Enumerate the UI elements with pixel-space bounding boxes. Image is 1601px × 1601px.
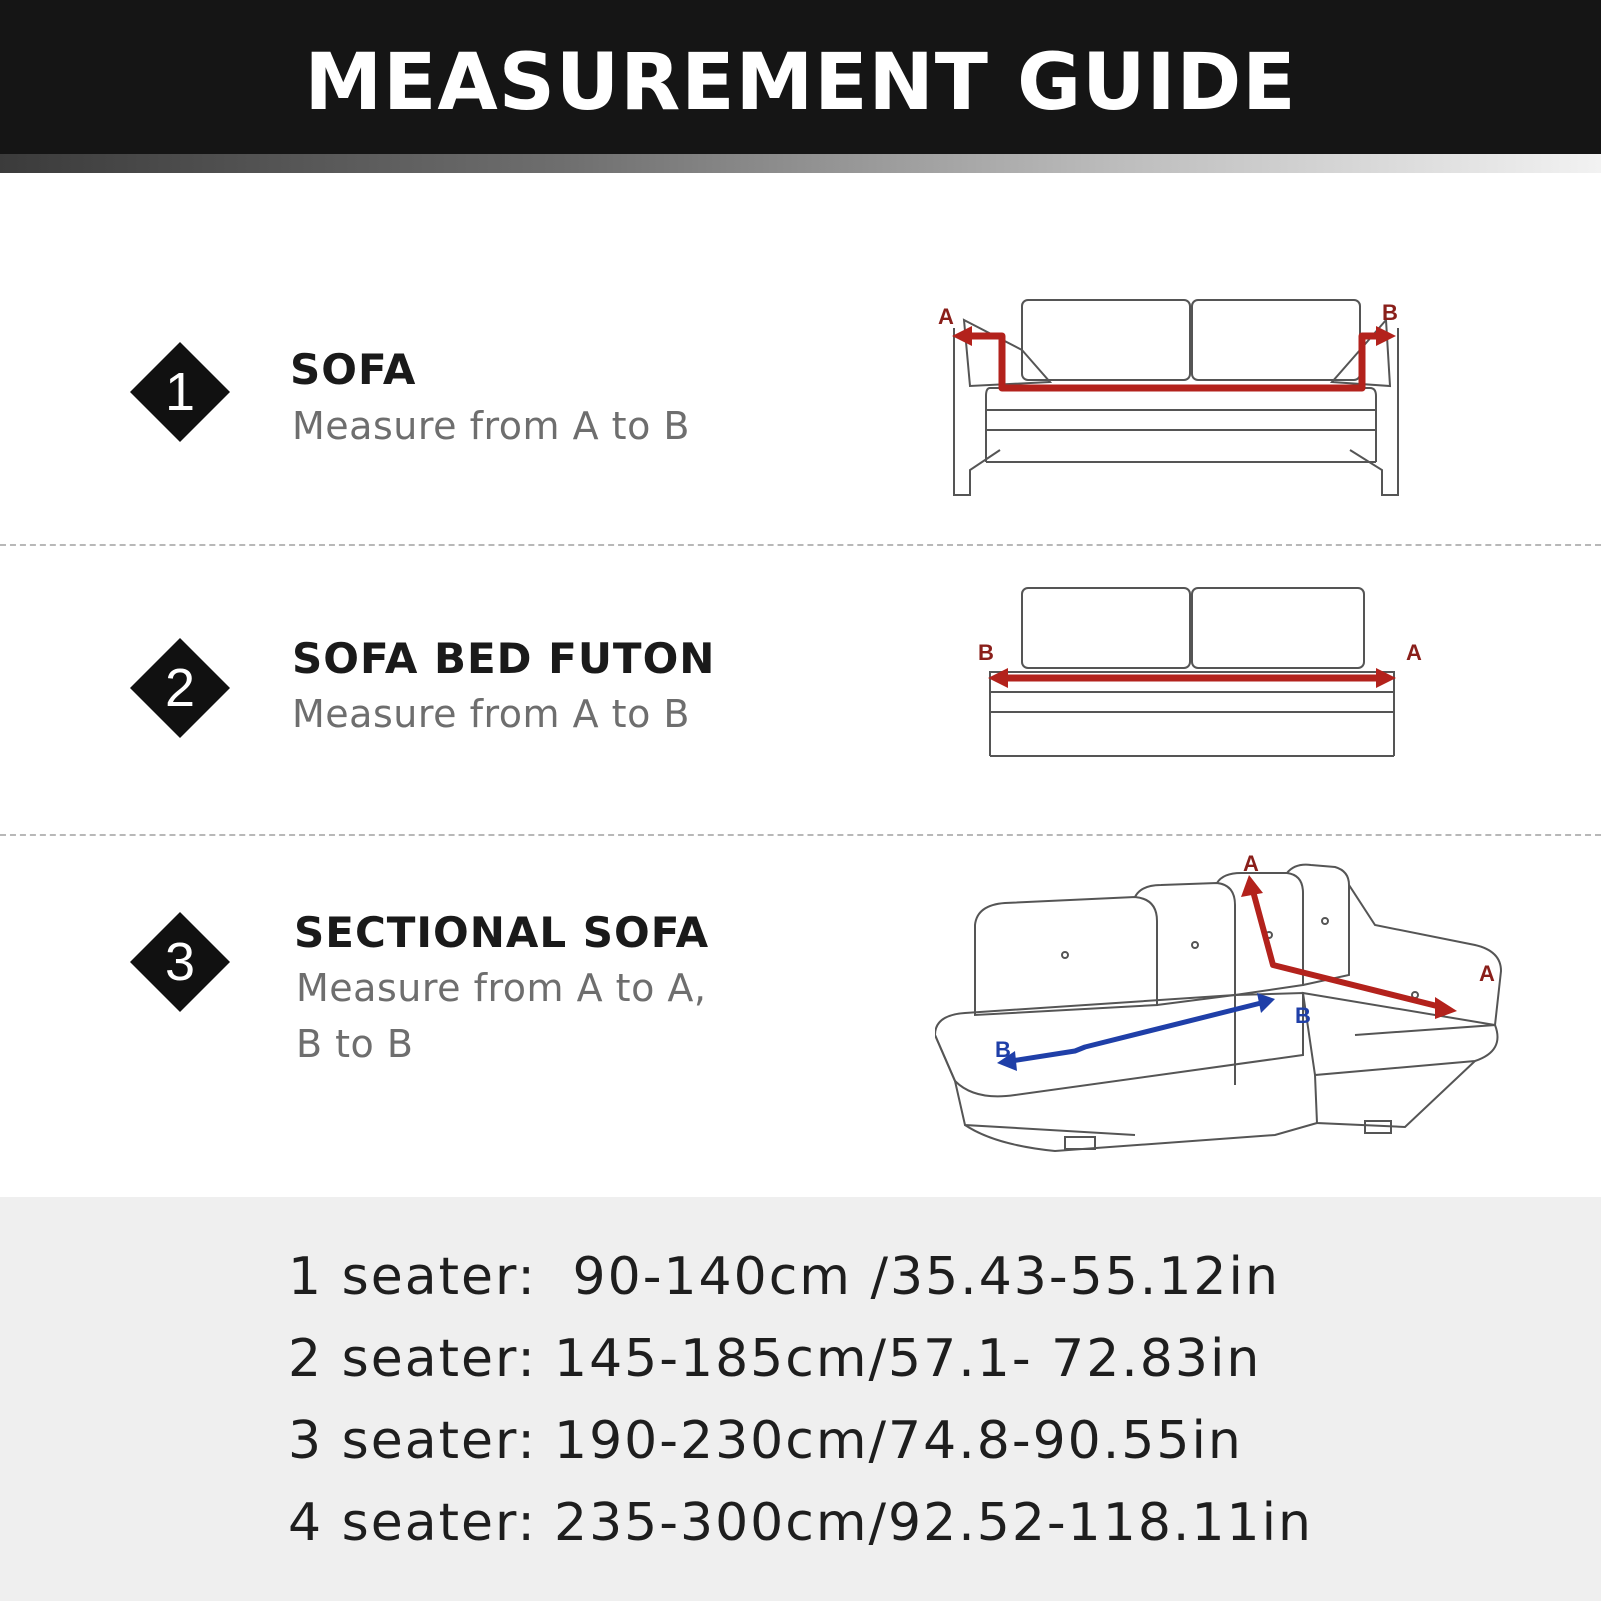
label-a: A: [1406, 640, 1422, 665]
section-divider: [0, 834, 1601, 836]
size-label: 1 seater:: [288, 1247, 537, 1307]
step-number: 3: [164, 932, 196, 992]
size-row-2-seater: [288, 1324, 1261, 1394]
page-title: MEASUREMENT GUIDE: [304, 38, 1297, 128]
header-banner: [0, 0, 1601, 154]
step-2-badge: [130, 638, 230, 738]
step-number: 1: [164, 362, 196, 422]
step-number: 2: [164, 658, 196, 718]
sofa-bed-illustration: [960, 580, 1430, 770]
section-description: Measure from A to B: [292, 404, 690, 448]
label-b: B: [1295, 1003, 1311, 1028]
sofa-illustration: [930, 290, 1430, 510]
label-a: A: [1479, 961, 1495, 986]
size-label: 2 seater:: [288, 1329, 537, 1389]
label-a: A: [1243, 855, 1259, 876]
section-description: B to B: [296, 1022, 414, 1066]
size-value: 235-300cm/92.52-118.11in: [554, 1493, 1314, 1553]
size-value: 190-230cm/74.8-90.55in: [554, 1411, 1243, 1471]
size-row-3-seater: [288, 1406, 1243, 1476]
size-label: 4 seater:: [288, 1493, 537, 1553]
section-divider: [0, 544, 1601, 546]
section-title-sectional-sofa: SECTIONAL SOFA: [294, 908, 710, 957]
size-value: 90-140cm /35.43-55.12in: [554, 1247, 1280, 1307]
step-1-badge: [130, 342, 230, 442]
section-title-sofa: SOFA: [290, 345, 417, 394]
label-a: A: [938, 304, 954, 329]
step-3-badge: [130, 912, 230, 1012]
section-description: Measure from A to B: [292, 692, 690, 736]
label-b: B: [1382, 300, 1398, 325]
sectional-sofa-illustration: [935, 855, 1535, 1165]
section-description: Measure from A to A,: [296, 966, 707, 1010]
size-row-1-seater: [288, 1242, 1280, 1312]
header-gradient-stripe: [0, 154, 1601, 173]
size-label: 3 seater:: [288, 1411, 537, 1471]
size-row-4-seater: [288, 1488, 1313, 1558]
size-value: 145-185cm/57.1- 72.83in: [554, 1329, 1262, 1389]
label-b: B: [978, 640, 994, 665]
section-title-sofa-bed-futon: SOFA BED FUTON: [292, 634, 716, 683]
label-b: B: [995, 1037, 1011, 1062]
